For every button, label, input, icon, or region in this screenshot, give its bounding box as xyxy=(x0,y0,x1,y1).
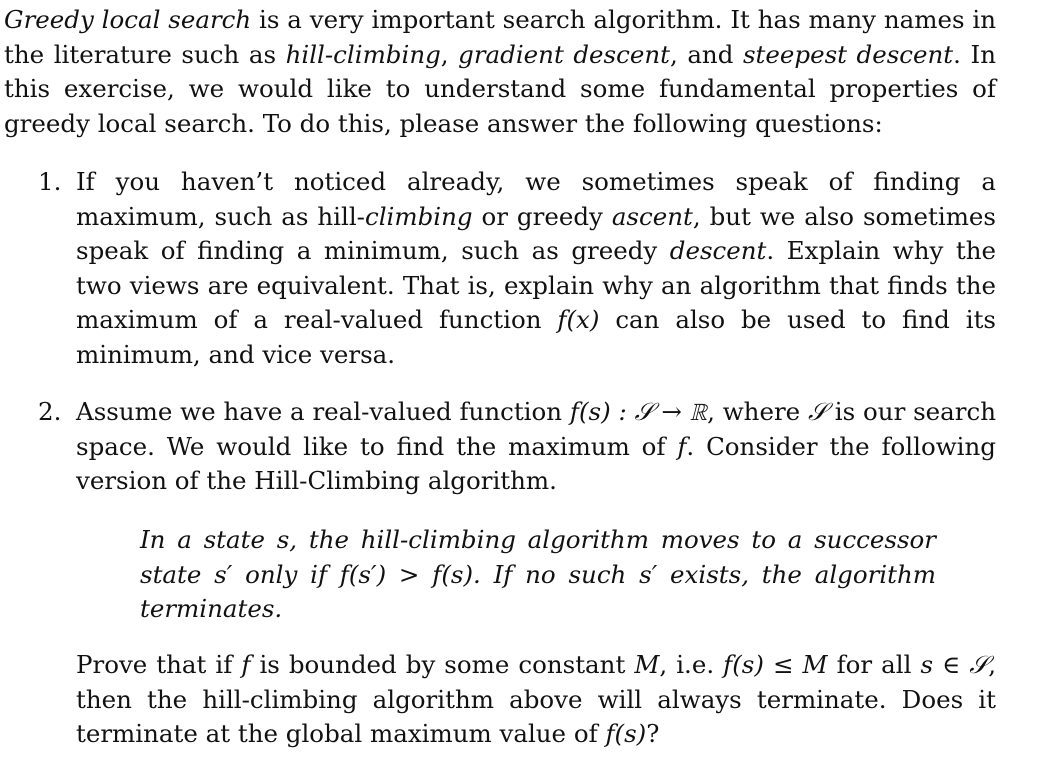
q1-em-ascent: ascent xyxy=(611,201,693,231)
q2-math-func: f(s) : 𝒮 → ℝ xyxy=(569,397,708,426)
q1-math-fx: f(x) xyxy=(557,305,600,334)
prove-math-ineq: f(s) ≤ M xyxy=(723,650,828,679)
question-2-text xyxy=(76,395,996,499)
question-2-number: 2. xyxy=(38,397,62,426)
intro-paragraph xyxy=(4,3,996,141)
prove-text-e: , then the hill-climbing algorithm above will always terminate. Does it terminate at the global maximum value of xyxy=(76,650,996,748)
intro-text-2: . In this exercise, we would like to understand some fundamental properties of greedy local search. To do this, please answer the following questions: xyxy=(4,39,996,138)
q1-text-d: . Explain why the two views are equivalent. That is, explain why an algorithm that finds the maximum of a real-valued function xyxy=(76,236,996,334)
q1-em-descent: descent xyxy=(669,236,767,265)
q1-em-climbing: climbing xyxy=(364,201,473,231)
prove-math-fs: f(s) xyxy=(605,719,647,748)
prove-math-f: f xyxy=(241,650,251,679)
q1-text-e: can also be used to find its minimum, and vice versa. xyxy=(76,305,996,369)
q2-text-a: Assume we have a real-valued function xyxy=(76,397,570,426)
q2-math-S: 𝒮 xyxy=(808,397,827,426)
prove-text-d: for all xyxy=(827,650,921,679)
q2-math-f: f xyxy=(677,431,687,461)
prove-math-M: M xyxy=(634,650,660,679)
intro-sep-1: , xyxy=(440,39,459,69)
intro-sep-2: , and xyxy=(669,39,743,69)
prove-text-end: ? xyxy=(646,719,660,748)
intro-text-1: is a very important search algorithm. It has many names in the literature such as xyxy=(4,5,996,69)
q2-text-d: . Consider the following version of the Hill-Climbing algorithm. xyxy=(76,431,996,495)
question-1-text xyxy=(76,165,996,372)
q1-text-b: or greedy xyxy=(472,201,612,231)
q2-text-b: , where xyxy=(707,397,808,426)
q1-text-c: , but we also sometimes speak of finding a minimum, such as greedy xyxy=(76,201,997,265)
question-2-prove xyxy=(76,648,996,752)
term-gradient-descent: gradient descent xyxy=(458,39,670,69)
term-greedy-local-search: Greedy local search xyxy=(4,5,252,34)
question-1-number: 1. xyxy=(38,167,62,196)
algorithm-quote: In a state s, the hill-climbing algorithm moves to a successor state s′ only if f(s′) > f(s). If no such s′ exists, the algorithm terminates. xyxy=(140,525,936,623)
q2-text-c: is our search space. We would like to find the maximum of xyxy=(76,397,997,461)
term-steepest-descent: steepest descent xyxy=(742,39,954,69)
prove-math-s-in-S: s ∈ 𝒮 xyxy=(920,650,989,679)
term-hill-climbing: hill-climbing xyxy=(285,39,441,69)
q1-text-a: If you haven’t noticed already, we sometimes speak of finding a maximum, such as hill- xyxy=(76,167,996,231)
prove-text-a: Prove that if xyxy=(76,650,242,679)
prove-text-b: is bounded by some constant xyxy=(250,650,635,679)
prove-text-c: , i.e. xyxy=(659,650,724,679)
